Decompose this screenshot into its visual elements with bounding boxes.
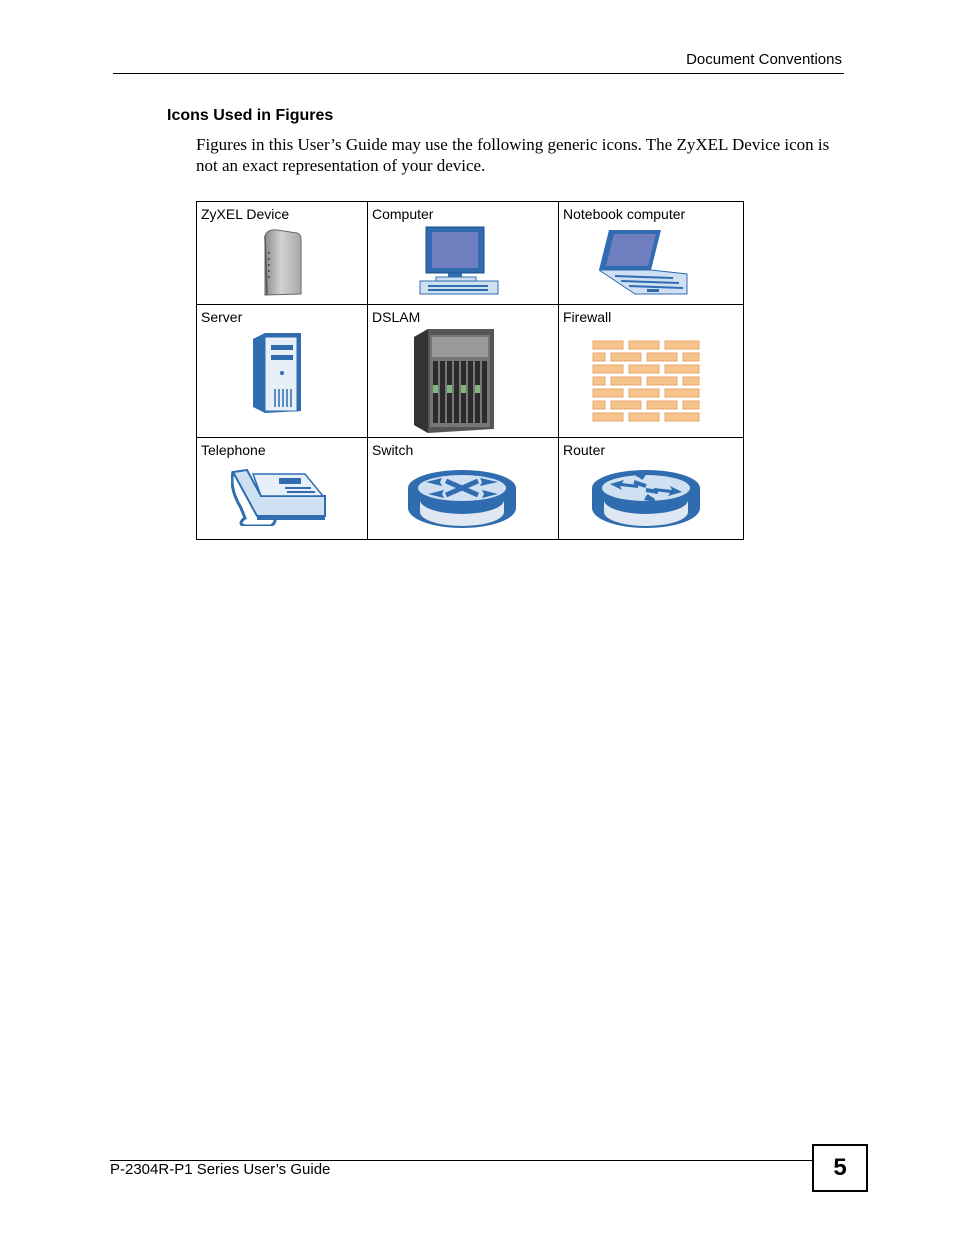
table-row bbox=[197, 202, 744, 305]
table-cell bbox=[559, 202, 744, 305]
icon-label: Telephone bbox=[201, 442, 266, 458]
icon-label: ZyXEL Device bbox=[201, 206, 290, 222]
firewall-icon bbox=[591, 339, 703, 423]
dslam-icon bbox=[414, 329, 496, 433]
icon-label: Firewall bbox=[563, 309, 612, 325]
guide-title: P-2304R-P1 Series User’s Guide bbox=[110, 1161, 331, 1178]
switch-icon bbox=[406, 468, 518, 530]
header-rule bbox=[113, 73, 844, 74]
notebook-computer-icon bbox=[599, 226, 689, 296]
intro-paragraph: Figures in this User’s Guide may use the following generic icons. The ZyXEL Device icon is not an exact representation of your device. bbox=[196, 135, 830, 175]
icon-label: Computer bbox=[372, 206, 434, 222]
icon-label: Router bbox=[563, 442, 606, 458]
icon-label: DSLAM bbox=[372, 309, 421, 325]
running-header: Document Conventions bbox=[686, 51, 842, 68]
telephone-icon bbox=[231, 468, 329, 526]
table-cell bbox=[197, 202, 368, 305]
icon-label: Switch bbox=[372, 442, 414, 458]
computer-icon bbox=[418, 226, 500, 296]
table-row bbox=[197, 438, 744, 540]
page-number: 5 bbox=[812, 1144, 868, 1192]
zyxel-device-icon bbox=[257, 228, 307, 298]
table-cell bbox=[368, 305, 559, 438]
table-cell bbox=[197, 305, 368, 438]
section-heading: Icons Used in Figures bbox=[167, 107, 334, 124]
table-cell bbox=[559, 438, 744, 540]
table-cell bbox=[559, 305, 744, 438]
icons-table bbox=[196, 201, 744, 540]
icon-label: Notebook computer bbox=[563, 206, 686, 222]
table-cell bbox=[197, 438, 368, 540]
table-cell bbox=[368, 438, 559, 540]
table-row bbox=[197, 305, 744, 438]
router-icon bbox=[590, 468, 702, 530]
server-icon bbox=[251, 333, 303, 415]
table-cell bbox=[368, 202, 559, 305]
icon-label: Server bbox=[201, 309, 243, 325]
